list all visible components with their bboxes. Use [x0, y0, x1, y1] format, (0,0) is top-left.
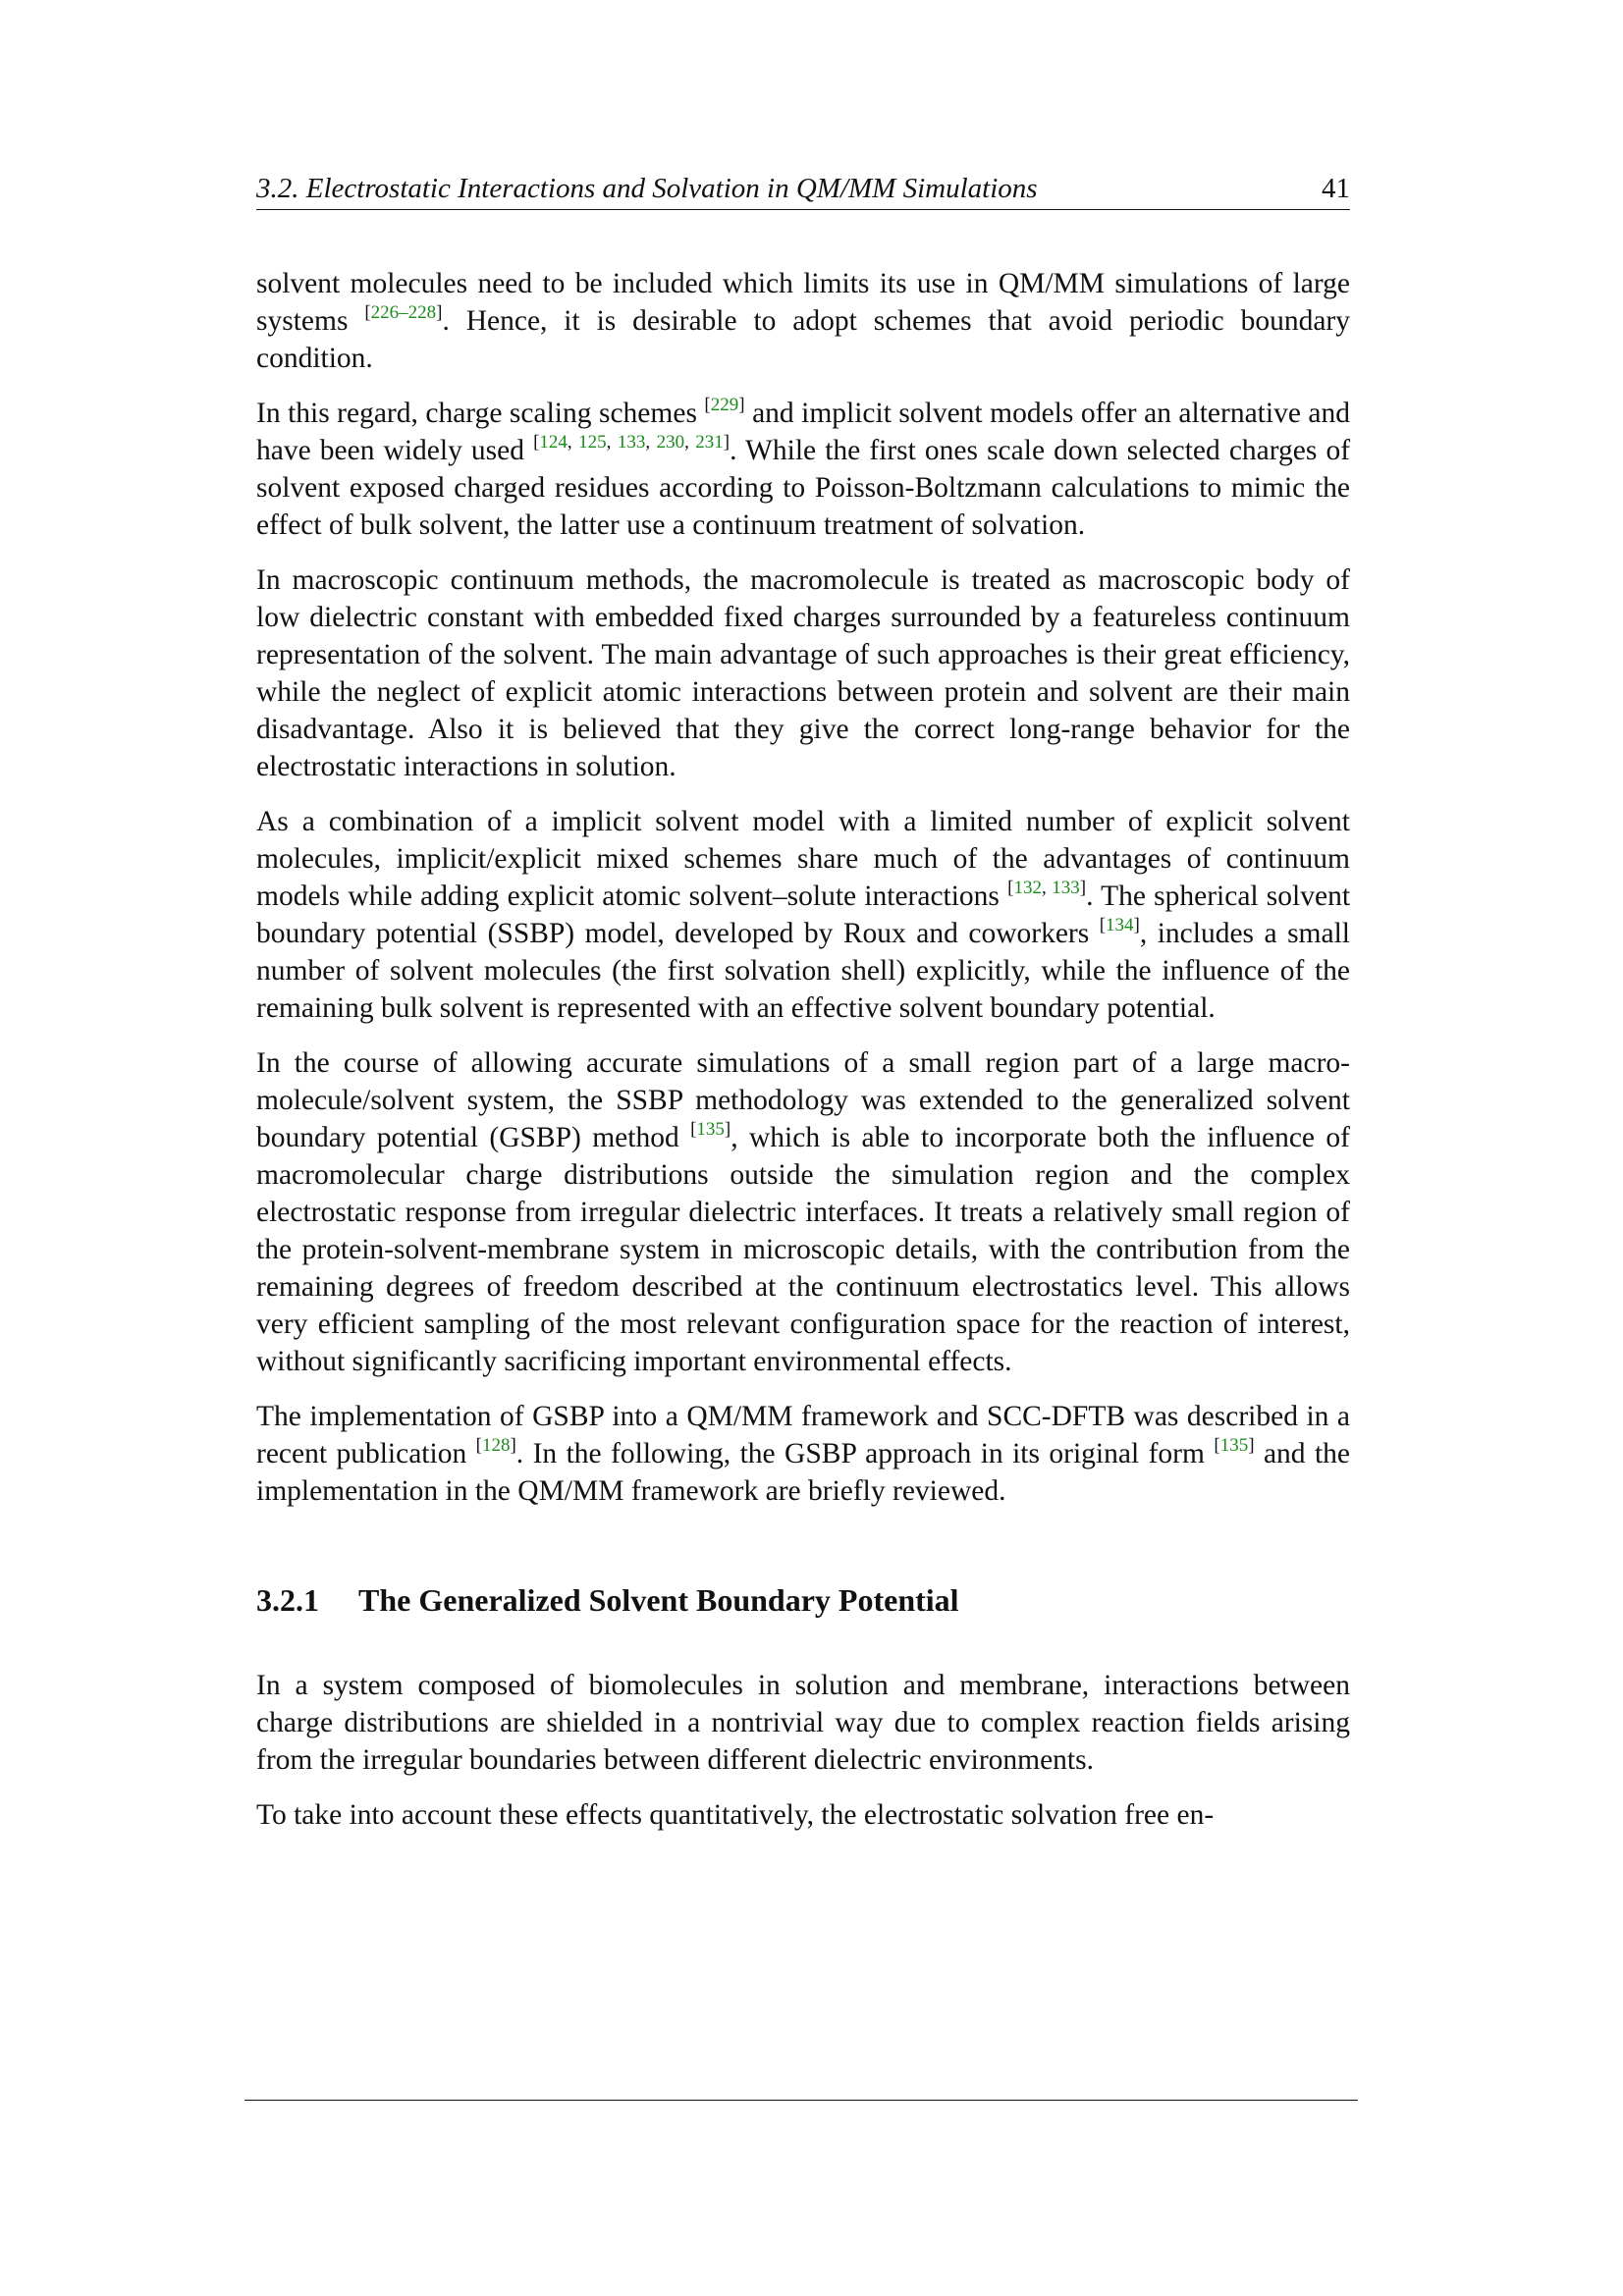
citation-link[interactable]: 229 — [710, 395, 739, 415]
citation-link[interactable]: 125 — [578, 432, 607, 453]
citation-link[interactable]: 134 — [1106, 915, 1134, 935]
citation: [229] — [704, 395, 745, 415]
paragraph — [256, 1398, 1350, 1510]
section-paragraphs — [256, 1667, 1350, 1834]
citation: [226–228] — [364, 302, 443, 323]
section-heading — [256, 1580, 1350, 1620]
paragraph — [256, 803, 1350, 1027]
text-run: and implicit solvent models offer an alternative and have been widely used — [256, 398, 1350, 466]
citation: [128] — [475, 1435, 516, 1456]
citation-link[interactable]: 135 — [696, 1119, 725, 1140]
text-run: . The spherical solvent boundary potential (SSBP) model, developed by Roux and coworkers — [256, 881, 1351, 949]
text-run: . Hence, it is desirable to adopt schemes that avoid periodic boundary condition. — [256, 305, 1350, 374]
citation-link[interactable]: 124 — [539, 432, 568, 453]
intro-paragraphs — [256, 265, 1350, 1510]
running-header — [256, 169, 1350, 208]
text-run: As a combination of a implicit solvent model with a limited number of explicit solvent molecules, implicit/explicit mixed schemes share much of the advantages of continuum models while adding explicit atomic solvent–solute interactions — [256, 806, 1350, 912]
section-number: 3.2.1 — [256, 1582, 319, 1618]
text-run: In this regard, charge scaling schemes — [256, 398, 705, 429]
text-run: . While the first ones scale down selected charges of solvent exposed charged residues according to Poisson-Boltzmann calculations to mimic the effect of bulk solvent, the latter use a continuum treatment of solvation. — [256, 435, 1351, 541]
text-run: In the course of allowing accurate simulations of a small region part of a large macromolecule/solvent system, the SSBP methodology was extended to the generalized solvent boundary potential (GSBP) method — [256, 1047, 1350, 1153]
citation: [135] — [690, 1119, 731, 1140]
text-run: The implementation of GSBP into a QM/MM framework and SCC-DFTB was described in a recent publication — [256, 1401, 1350, 1469]
paragraph — [256, 395, 1350, 544]
text-run: solvent molecules need to be included which limits its use in QM/MM simulations of large systems — [256, 268, 1350, 337]
paragraph — [256, 1667, 1350, 1779]
paragraph — [256, 561, 1350, 785]
header-rule — [256, 209, 1350, 210]
footer-rule — [244, 2100, 1358, 2101]
text-run: , includes a small number of solvent molecules (the first solvation shell) explicitly, while the influence of the remaining bulk solvent is represented with an effective solvent boundary potential. — [256, 918, 1350, 1024]
citation-link[interactable]: 133 — [1052, 878, 1080, 898]
paragraph — [256, 1796, 1350, 1834]
running-title: 3.2. Electrostatic Interactions and Solvation in QM/MM Simulations — [256, 173, 1038, 204]
text-run: , which is able to incorporate both the influence of macromolecular charge distributions outside the simulation region and the complex electrostatic response from irregular dielectric interfaces. It treats a relatively small region of the protein-solvent-membrane system in microscopic details, with the contribution from the remaining degrees of freedom described at the continuum electrostatics level. This allows very efficient sampling of the most relevant configuration space for the reaction of interest, without significantly sacrificing important environmental effects. — [256, 1122, 1350, 1377]
citation: [124, 125, 133, 230, 231] — [533, 432, 730, 453]
section-title: The Generalized Solvent Boundary Potential — [358, 1582, 959, 1618]
citation-link[interactable]: 133 — [617, 432, 646, 453]
paragraph — [256, 265, 1350, 377]
citation: [135] — [1214, 1435, 1255, 1456]
citation: [134] — [1099, 915, 1140, 935]
citation-link[interactable]: 128 — [481, 1435, 511, 1456]
text-run: and the implementation in the QM/MM framework are briefly reviewed. — [256, 1438, 1351, 1507]
citation-link[interactable]: 132 — [1013, 878, 1042, 898]
text-run: In macroscopic continuum methods, the macromolecule is treated as macroscopic body of low dielectric constant with embedded fixed charges surrounded by a featureless continuum representation of the solvent. The main advantage of such approaches is their great efficiency, while the neglect of explicit atomic interactions between protein and solvent are their main disadvantage. Also it is believed that they give the correct long-range behavior for the electrostatic interactions in solution. — [256, 564, 1350, 782]
text-run: . In the following, the GSBP approach in its original form — [515, 1438, 1215, 1469]
page-number: 41 — [1322, 173, 1350, 204]
citation: [132, 133] — [1007, 878, 1087, 898]
citation-link[interactable]: 230 — [656, 432, 685, 453]
citation-link[interactable]: 226–228 — [370, 302, 437, 323]
text-run: To take into account these effects quantitatively, the electrostatic solvation free en- — [256, 1799, 1215, 1831]
citation-link[interactable]: 135 — [1219, 1435, 1249, 1456]
paragraph — [256, 1044, 1350, 1380]
text-run: In a system composed of biomolecules in solution and membrane, interactions between charge distributions are shielded in a nontrivial way due to complex reaction fields arising from the irregular boundaries between different dielectric environments. — [256, 1670, 1350, 1776]
citation-link[interactable]: 231 — [695, 432, 724, 453]
body-text — [256, 265, 1350, 1851]
